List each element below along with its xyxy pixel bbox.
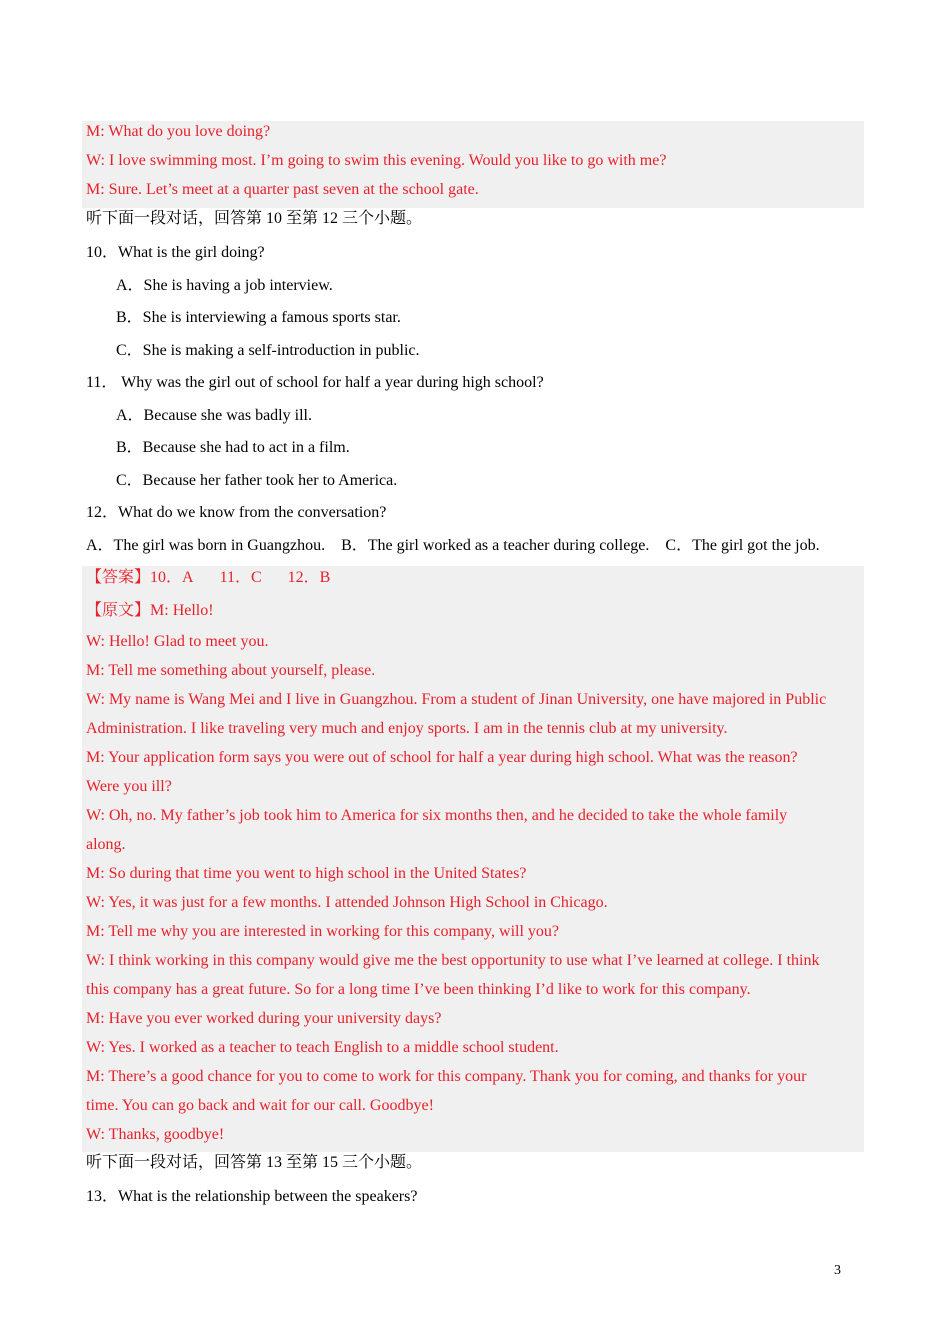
- question-10-stem: 10．What is the girl doing?: [86, 244, 265, 261]
- original-first: M: Hello!: [150, 602, 214, 619]
- question-12-options: A．The girl was born in Guangzhou. B．The girl worked as a teacher during college. C．The girl got the job.: [86, 537, 820, 554]
- answer-block: [82, 566, 864, 1152]
- transcript-line: M: So during that time you went to high school in the United States?: [86, 865, 527, 882]
- question-10-option-a: A．She is having a job interview.: [116, 277, 333, 294]
- question-10-option-b: B．She is interviewing a famous sports star.: [116, 309, 401, 326]
- original-first-line: [86, 601, 214, 621]
- transcript-line: this company has a great future. So for a long time I’ve been thinking I’d like to work for this company.: [86, 981, 751, 998]
- transcript-line: M: Tell me something about yourself, please.: [86, 662, 376, 679]
- page-number: 3: [834, 1263, 841, 1278]
- transcript-line: Were you ill?: [86, 778, 172, 795]
- question-11-option-a: A．Because she was badly ill.: [116, 407, 312, 424]
- answer-label: 【答案】: [86, 569, 151, 586]
- question-11-stem: 11． Why was the girl out of school for half a year during high school?: [86, 374, 544, 391]
- transcript-line: Administration. I like traveling very much and enjoy sports. I am in the tennis club at my university.: [86, 720, 728, 737]
- question-13-stem: 13．What is the relationship between the speakers?: [86, 1188, 418, 1205]
- transcript-line: time. You can go back and wait for our call. Goodbye!: [86, 1097, 434, 1114]
- question-11-option-c: C．Because her father took her to America.: [116, 472, 398, 489]
- transcript-line: M: Your application form says you were out of school for half a year during high school. What was the reason?: [86, 749, 798, 766]
- transcript-line: W: My name is Wang Mei and I live in Guangzhou. From a student of Jinan University, one have majored in Public: [86, 691, 827, 708]
- answer-10: 10．A: [150, 569, 194, 586]
- transcript-line: W: I love swimming most. I’m going to swim this evening. Would you like to go with me?: [86, 152, 667, 169]
- transcript-line: W: I think working in this company would give me the best opportunity to use what I’ve learned at college. I think: [86, 952, 820, 969]
- transcript-line: M: There’s a good chance for you to come to work for this company. Thank you for coming, and thanks for your: [86, 1068, 807, 1085]
- transcript-line: W: Thanks, goodbye!: [86, 1126, 225, 1143]
- question-11-option-b: B．Because she had to act in a film.: [116, 439, 350, 456]
- section-instruction: 听下面一段对话，回答第 13 至第 15 三个小题。: [86, 1154, 423, 1171]
- transcript-line: W: Yes. I worked as a teacher to teach English to a middle school student.: [86, 1039, 559, 1056]
- question-10-option-c: C．She is making a self-introduction in public.: [116, 342, 420, 359]
- question-12-stem: 12．What do we know from the conversation?: [86, 504, 387, 521]
- answer-11: 11．C: [219, 569, 262, 586]
- transcript-line: M: Tell me why you are interested in working for this company, will you?: [86, 923, 560, 940]
- transcript-line: M: What do you love doing?: [86, 123, 271, 140]
- transcript-line: W: Oh, no. My father’s job took him to America for six months then, and he decided to take the whole family: [86, 807, 788, 824]
- transcript-line: W: Yes, it was just for a few months. I attended Johnson High School in Chicago.: [86, 894, 608, 911]
- transcript-line: M: Sure. Let’s meet at a quarter past seven at the school gate.: [86, 181, 479, 198]
- answer-12: 12．B: [287, 569, 331, 586]
- transcript-line: along.: [86, 836, 126, 853]
- original-label: 【原文】: [86, 602, 151, 619]
- transcript-line: M: Have you ever worked during your university days?: [86, 1010, 442, 1027]
- section-instruction: 听下面一段对话，回答第 10 至第 12 三个小题。: [86, 210, 423, 227]
- transcript-line: W: Hello! Glad to meet you.: [86, 633, 269, 650]
- answer-line: [86, 568, 330, 588]
